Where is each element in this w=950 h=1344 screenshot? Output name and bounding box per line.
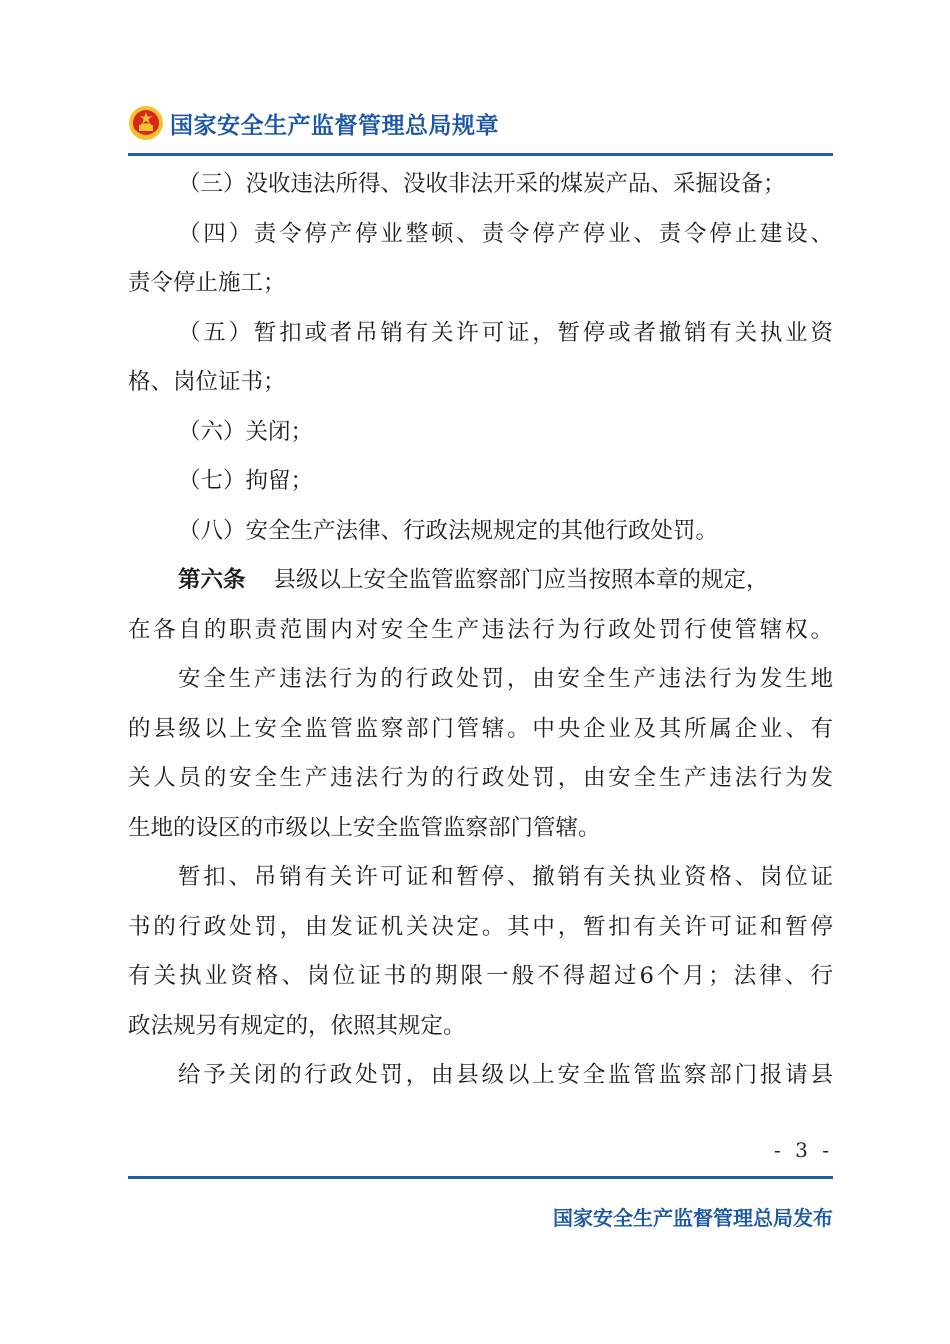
text-line: （八）安全生产法律、行政法规规定的其他行政处罚。: [178, 517, 719, 544]
text-line: 责令停止施工；: [128, 270, 286, 296]
text-line: 关人员的安全生产违法行为的行政处罚，由安全生产违法行为发: [128, 765, 833, 791]
text-span: 县级以上安全监管监察部门应当按照本章的规定，: [273, 567, 769, 593]
header-title: 国家安全生产监督管理总局规章: [170, 112, 499, 139]
text-line: 书的行政处罚，由发证机关决定。其中，暂扣有关许可证和暂停: [128, 913, 833, 940]
text-line: （七）拘留；: [178, 468, 314, 494]
text-line: （四）责令停产停业整顿、责令停产停业、责令停止建设、: [178, 220, 833, 247]
header-rule: [128, 153, 833, 156]
article-six-line: [128, 556, 833, 606]
footer-rule: [128, 1176, 833, 1179]
text-line: 有关执业资格、岗位证书的期限一般不得超过6个月；法律、行: [128, 963, 833, 989]
page-header: [128, 100, 833, 146]
page-number: - 3 -: [774, 1138, 833, 1162]
text-line: 政法规另有规定的，依照其规定。: [128, 1012, 466, 1039]
text-line: （三）没收违法所得、没收非法开采的煤炭产品、采掘设备；: [178, 171, 786, 197]
text-line: 在各自的职责范围内对安全生产违法行为行政处罚行使管辖权。: [128, 616, 833, 643]
text-line: 生地的设区的市级以上安全监管监察部门管辖。: [128, 814, 601, 841]
text-line: （五）暂扣或者吊销有关许可证，暂停或者撤销有关执业资: [178, 319, 833, 346]
text-line: 格、岗位证书；: [128, 369, 286, 395]
article-label: 第六条: [178, 567, 246, 593]
document-body: [128, 160, 833, 1101]
text-line: 安全生产违法行为的行政处罚，由安全生产违法行为发生地: [178, 666, 833, 692]
national-emblem-icon: [128, 105, 164, 141]
footer-publisher: 国家安全生产监督管理总局发布: [553, 1206, 833, 1230]
text-line: 的县级以上安全监管监察部门管辖。中央企业及其所属企业、有: [128, 715, 833, 742]
text-line: （六）关闭；: [178, 418, 314, 445]
text-line: 暂扣、吊销有关许可证和暂停、撤销有关执业资格、岗位证: [178, 864, 833, 890]
text-line: 给予关闭的行政处罚，由县级以上安全监管监察部门报请县: [178, 1062, 833, 1088]
